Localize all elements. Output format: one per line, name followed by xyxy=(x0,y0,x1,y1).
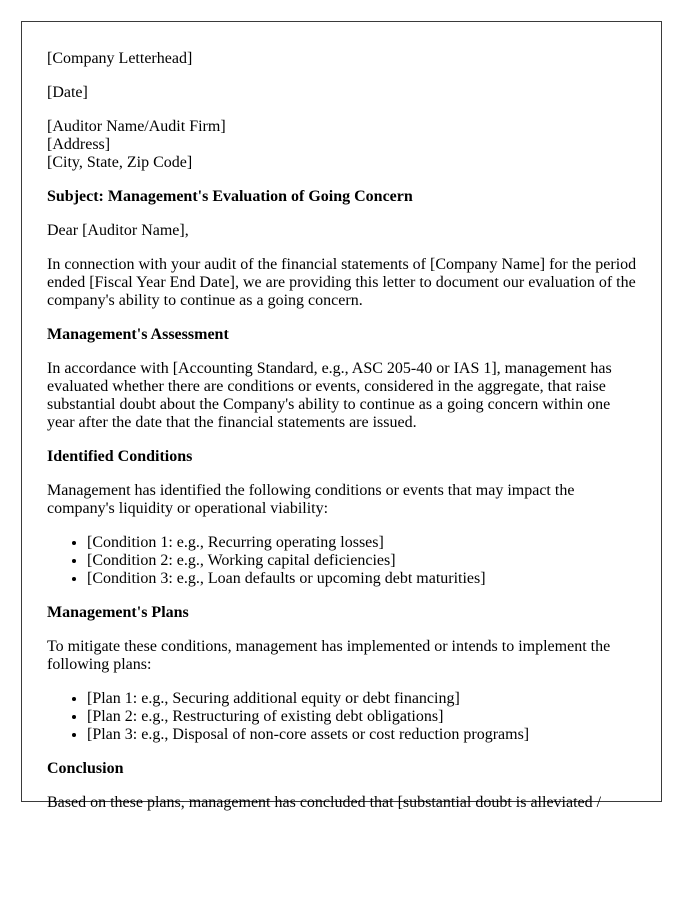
recipient-name: [Auditor Name/Audit Firm] xyxy=(47,118,226,135)
plans-list xyxy=(47,690,639,744)
letter-page xyxy=(21,21,662,811)
conclusion-paragraph-clipped: Based on these plans, management has concluded that [substantial doubt is alleviated / xyxy=(47,794,602,811)
conditions-intro: Management has identified the following conditions or events that may impact the company's liquidity or operational viability: xyxy=(47,482,575,517)
letterhead-placeholder: [Company Letterhead] xyxy=(47,50,193,67)
date-placeholder: [Date] xyxy=(47,84,88,101)
plan-item: • [Plan 1: e.g., Securing additional equity or debt financing] xyxy=(87,690,639,708)
conditions-list xyxy=(47,534,639,588)
plan-item: • [Plan 2: e.g., Restructuring of existing debt obligations] xyxy=(87,708,639,726)
recipient-block xyxy=(47,118,639,172)
assessment-heading: Management's Assessment xyxy=(47,326,229,343)
salutation: Dear [Auditor Name], xyxy=(47,222,189,239)
intro-paragraph: In connection with your audit of the financial statements of [Company Name] for the period ended [Fiscal Year End Date], we are providing this letter to document our evaluation of the company's ability to continue as a going concern. xyxy=(47,256,637,309)
plans-intro: To mitigate these conditions, management has implemented or intends to implement the following plans: xyxy=(47,638,611,673)
conditions-heading: Identified Conditions xyxy=(47,448,193,465)
plan-item: • [Plan 3: e.g., Disposal of non-core assets or cost reduction programs] xyxy=(87,726,639,744)
condition-item: • [Condition 3: e.g., Loan defaults or upcoming debt maturities] xyxy=(87,570,639,588)
conclusion-heading: Conclusion xyxy=(47,760,124,777)
assessment-paragraph: In accordance with [Accounting Standard, e.g., ASC 205-40 or IAS 1], management has evaluated whether there are conditions or events, considered in the aggregate, that raise substantial doubt about the Company's ability to continue as a going concern within one year after the date that the financial statements are issued. xyxy=(47,360,612,431)
condition-item: • [Condition 1: e.g., Recurring operating losses] xyxy=(87,534,639,552)
recipient-address: [Address] xyxy=(47,136,111,153)
condition-item: • [Condition 2: e.g., Working capital deficiencies] xyxy=(87,552,639,570)
subject-line: Subject: Management's Evaluation of Going Concern xyxy=(47,188,413,205)
plans-heading: Management's Plans xyxy=(47,604,189,621)
recipient-city-state-zip: [City, State, Zip Code] xyxy=(47,154,193,171)
